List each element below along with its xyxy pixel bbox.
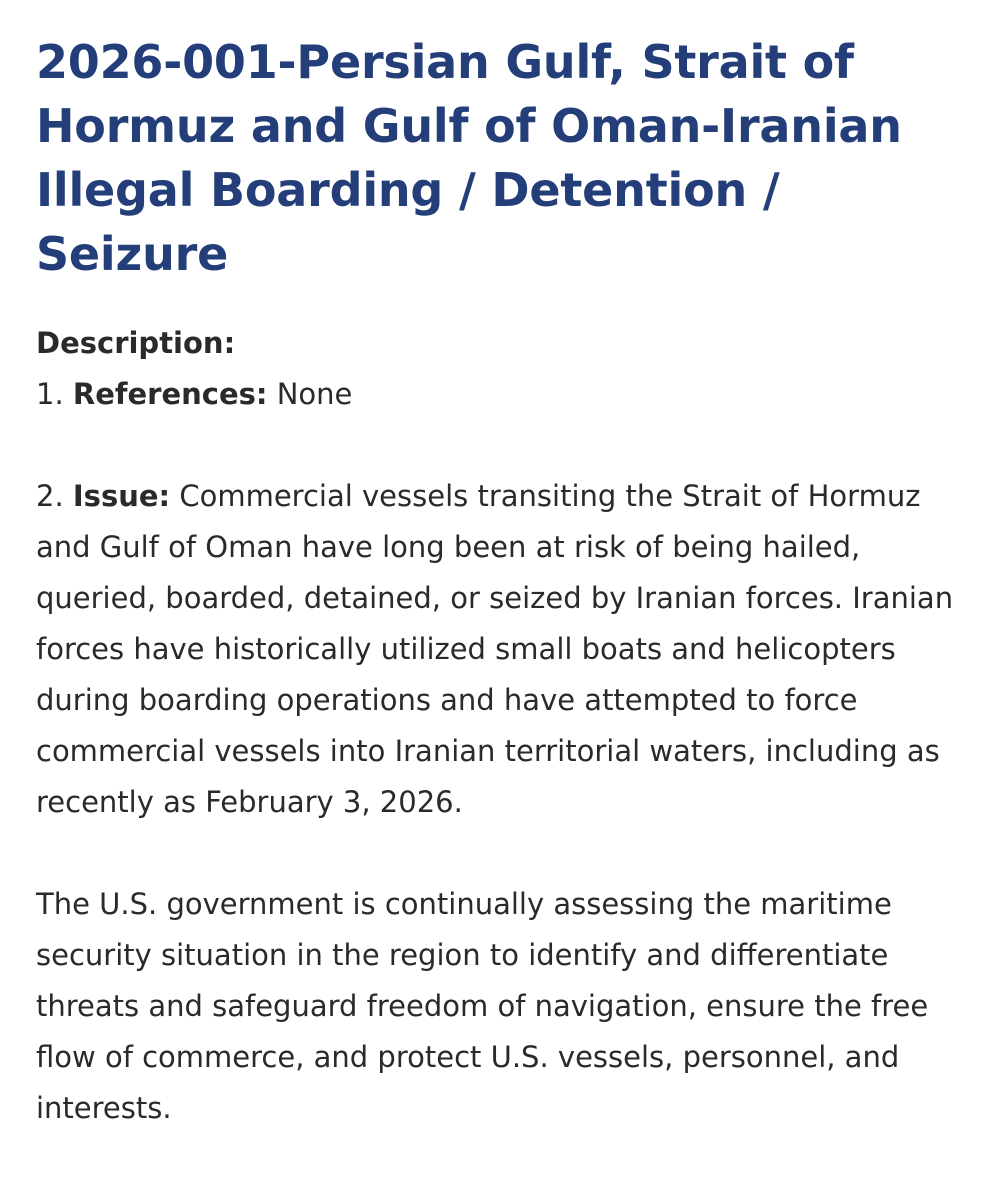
issue-number: 2. <box>36 479 73 513</box>
references-label: References: <box>72 377 268 411</box>
advisory-title: 2026-001-Persian Gulf, Strait of Hormuz and Gulf of Oman-Iranian Illegal Boarding / Detention / Seizure <box>36 35 902 281</box>
references-text: None <box>267 377 353 411</box>
issue-label: Issue: <box>72 479 171 513</box>
references-item <box>36 369 971 420</box>
assessment-paragraph: The U.S. government is continually assessing the maritime security situation in the region to identify and differentiate threats and safeguard freedom of navigation, ensure the free flow of commerce, and protect U.S. vessels, personnel, and interests. <box>36 887 929 1125</box>
references-number: 1. <box>36 377 73 411</box>
description-heading: Description: <box>36 326 236 360</box>
advisory-body <box>36 318 971 1134</box>
issue-item <box>36 471 971 828</box>
paragraph-spacer <box>36 420 971 471</box>
issue-text: Commercial vessels transiting the Strait of Hormuz and Gulf of Oman have long been at risk of being hailed, queried, boarded, detained, or seized by Iranian forces. Iranian forces have historically utilized small boats and helicopters during boarding operations and have attempted to force commercial vessels into Iranian territorial waters, including as recently as February 3, 2026. <box>36 479 954 819</box>
advisory-document <box>36 30 971 1134</box>
paragraph-spacer <box>36 828 971 879</box>
